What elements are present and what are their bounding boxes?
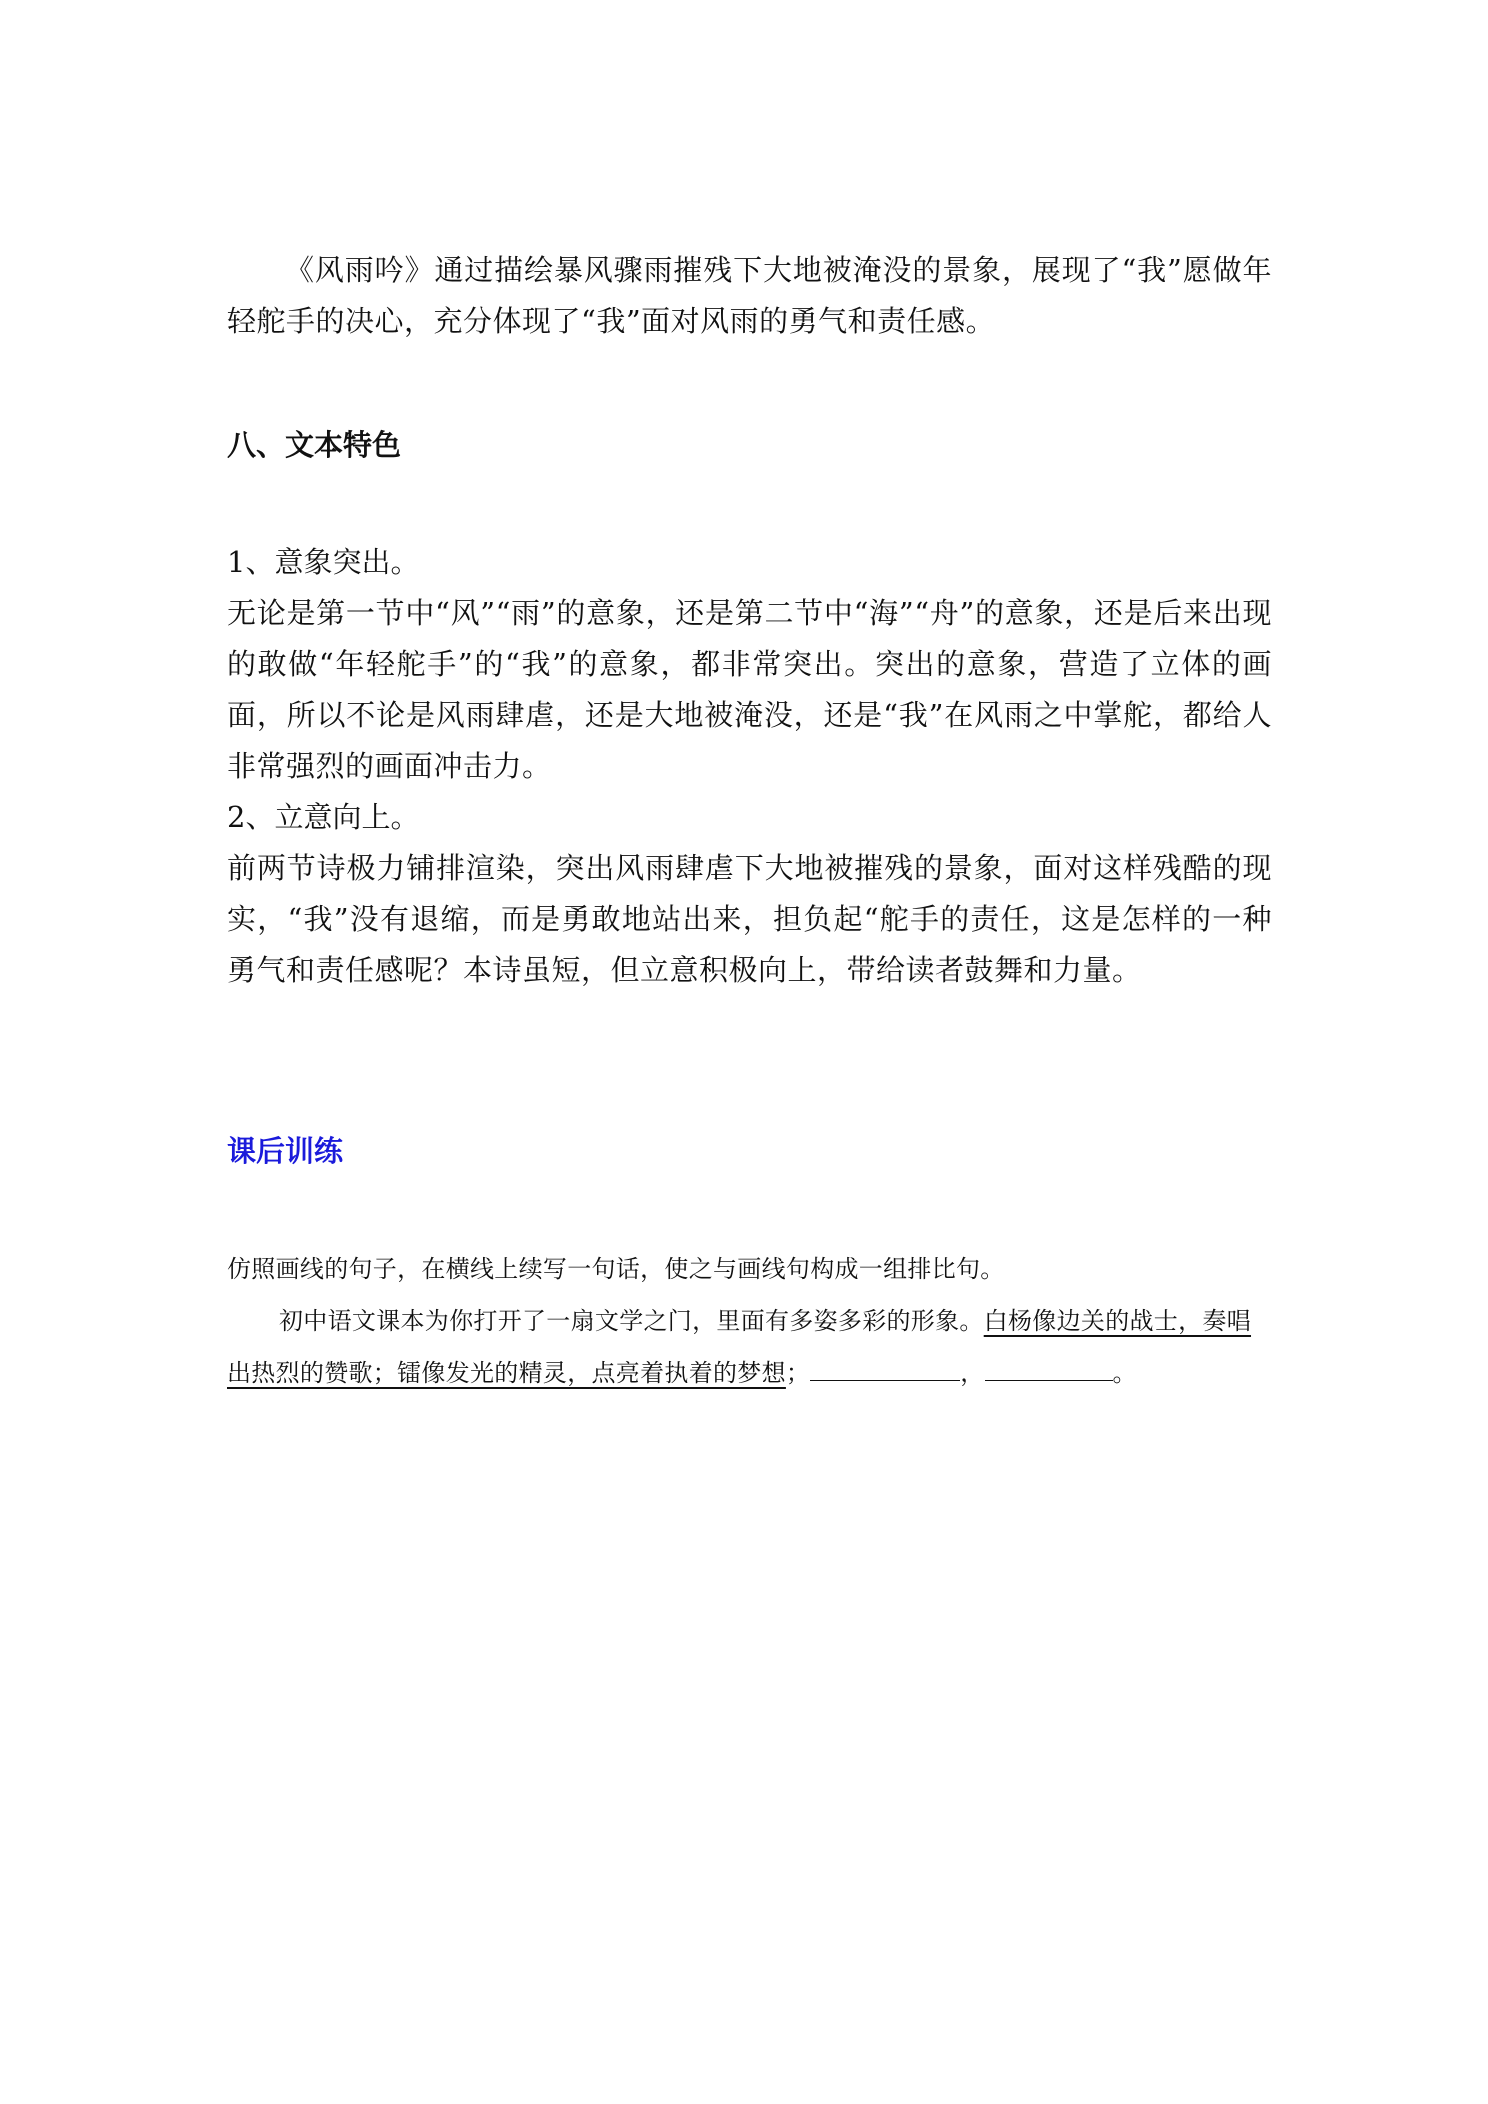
answer-blank-1[interactable] [810, 1358, 960, 1381]
comma: ， [960, 1359, 985, 1387]
answer-blank-2[interactable] [985, 1358, 1113, 1381]
exercise-section [227, 1131, 1272, 1171]
section-8 [227, 425, 1272, 465]
feature-title-1: 1、意象突出。 [227, 545, 420, 579]
exercise-instruction: 仿照画线的句子，在横线上续写一句话，使之与画线句构成一组排比句。 [227, 1255, 1005, 1283]
question-lead: 初中语文课本为你打开了一扇文学之门，里面有多姿多彩的形象。 [279, 1307, 984, 1335]
exercise-content [227, 1243, 1272, 1399]
text-features-list [227, 537, 1272, 996]
period: 。 [1112, 1359, 1137, 1387]
summary-paragraph: 《风雨吟》通过描绘暴风骤雨摧残下大地被淹没的景象，展现了“我”愿做年轻舵手的决心，充分体现了“我”面对风雨的勇气和责任感。 [227, 253, 1272, 338]
summary-section [227, 245, 1272, 347]
section-heading: 八、文本特色 [227, 428, 402, 462]
exercise-heading: 课后训练 [227, 1134, 344, 1168]
feature-body-1: 无论是第一节中“风”“雨”的意象，还是第二节中“海”“舟”的意象，还是后来出现的敢做“年轻舵手”的“我”的意象，都非常突出。突出的意象，营造了立体的画面，所以不论是风雨肆虐，还是大地被淹没，还是“我”在风雨之中掌舵，都给人非常强烈的画面冲击力。 [227, 596, 1272, 783]
underlined-sentences: 白杨像边关的战士，奏唱出热烈的赞歌；镭像发光的精灵，点亮着执着的梦想 [227, 1307, 1252, 1387]
semicolon: ； [785, 1359, 811, 1387]
exercise-question [227, 1295, 1272, 1399]
feature-title-2: 2、立意向上。 [227, 800, 420, 834]
feature-body-2: 前两节诗极力铺排渲染，突出风雨肆虐下大地被摧残的景象，面对这样残酷的现实，“我”没有退缩，而是勇敢地站出来，担负起“舵手的责任，这是怎样的一种勇气和责任感呢？本诗虽短，但立意积极向上，带给读者鼓舞和力量。 [227, 851, 1272, 987]
